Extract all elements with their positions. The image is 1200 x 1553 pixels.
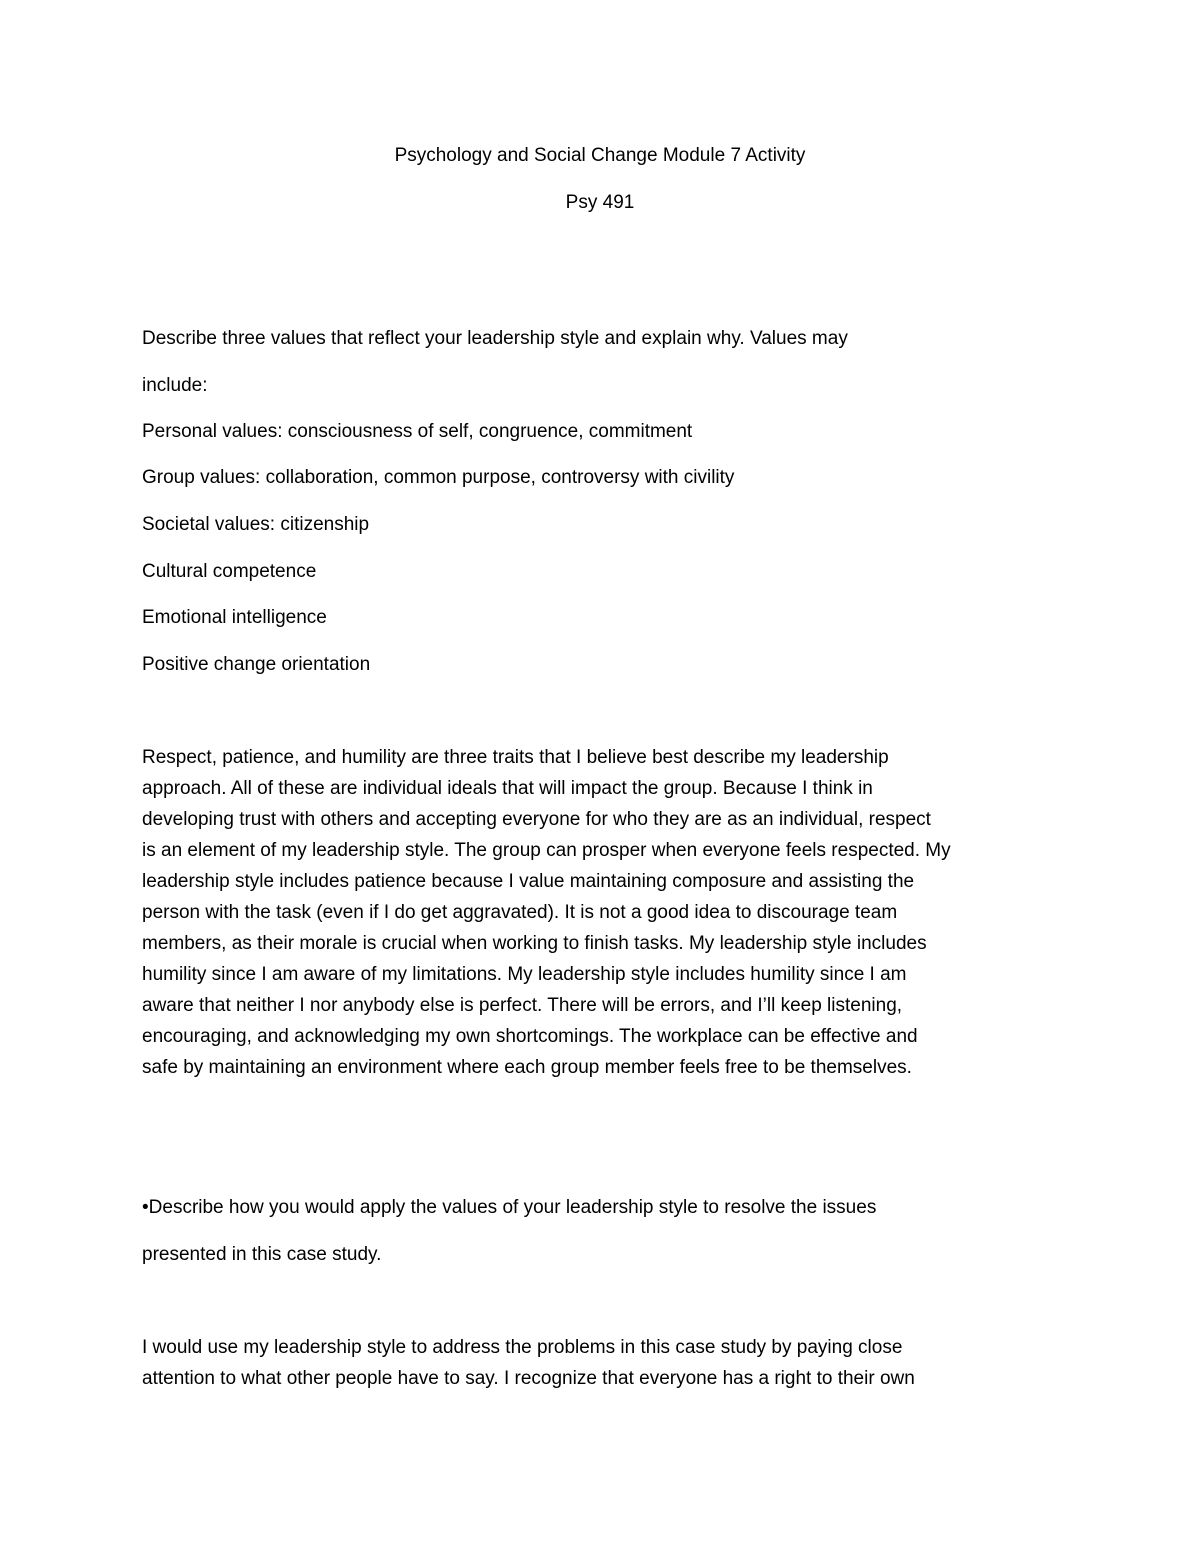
question1-line-4: Group values: collaboration, common purpose, controversy with civility <box>142 467 735 488</box>
question2-line-2: presented in this case study. <box>142 1244 382 1265</box>
question1-line-1: Describe three values that reflect your leadership style and explain why. Values may <box>142 328 848 349</box>
question2-line-1: •Describe how you would apply the values of your leadership style to resolve the issues <box>142 1197 877 1218</box>
question1-line-7: Emotional intelligence <box>142 607 327 628</box>
question1-line-8: Positive change orientation <box>142 654 371 675</box>
question1-line-5: Societal values: citizenship <box>142 514 370 535</box>
document-title: Psychology and Social Change Module 7 Activity <box>394 145 806 166</box>
course-code: Psy 491 <box>565 192 635 213</box>
question1-line-2: include: <box>142 375 208 396</box>
answer2-paragraph: I would use my leadership style to address the problems in this case study by paying close attention to what other people have to say. I recognize that everyone has a right to their own <box>142 1337 915 1389</box>
question1-line-3: Personal values: consciousness of self, congruence, commitment <box>142 421 693 442</box>
question1-line-6: Cultural competence <box>142 561 317 582</box>
answer1-paragraph: Respect, patience, and humility are three traits that I believe best describe my leadership approach. All of these are individual ideals that will impact the group. Because I think in developing trust with others and accepting everyone for who they are as an individual, respect is an element of my leadership style. The group can prosper when everyone feels respected. My leadership style includes patience because I value maintaining composure and assisting the person with the task (even if I do get aggravated). It is not a good idea to discourage team members, as their morale is crucial when working to finish tasks. My leadership style includes humility since I am aware of my limitations. My leadership style includes humility since I am aware that neither I nor anybody else is perfect. There will be errors, and I’ll keep listening, encouraging, and acknowledging my own shortcomings. The workplace can be effective and safe by maintaining an environment where each group member feels free to be themselves. <box>142 747 951 1078</box>
